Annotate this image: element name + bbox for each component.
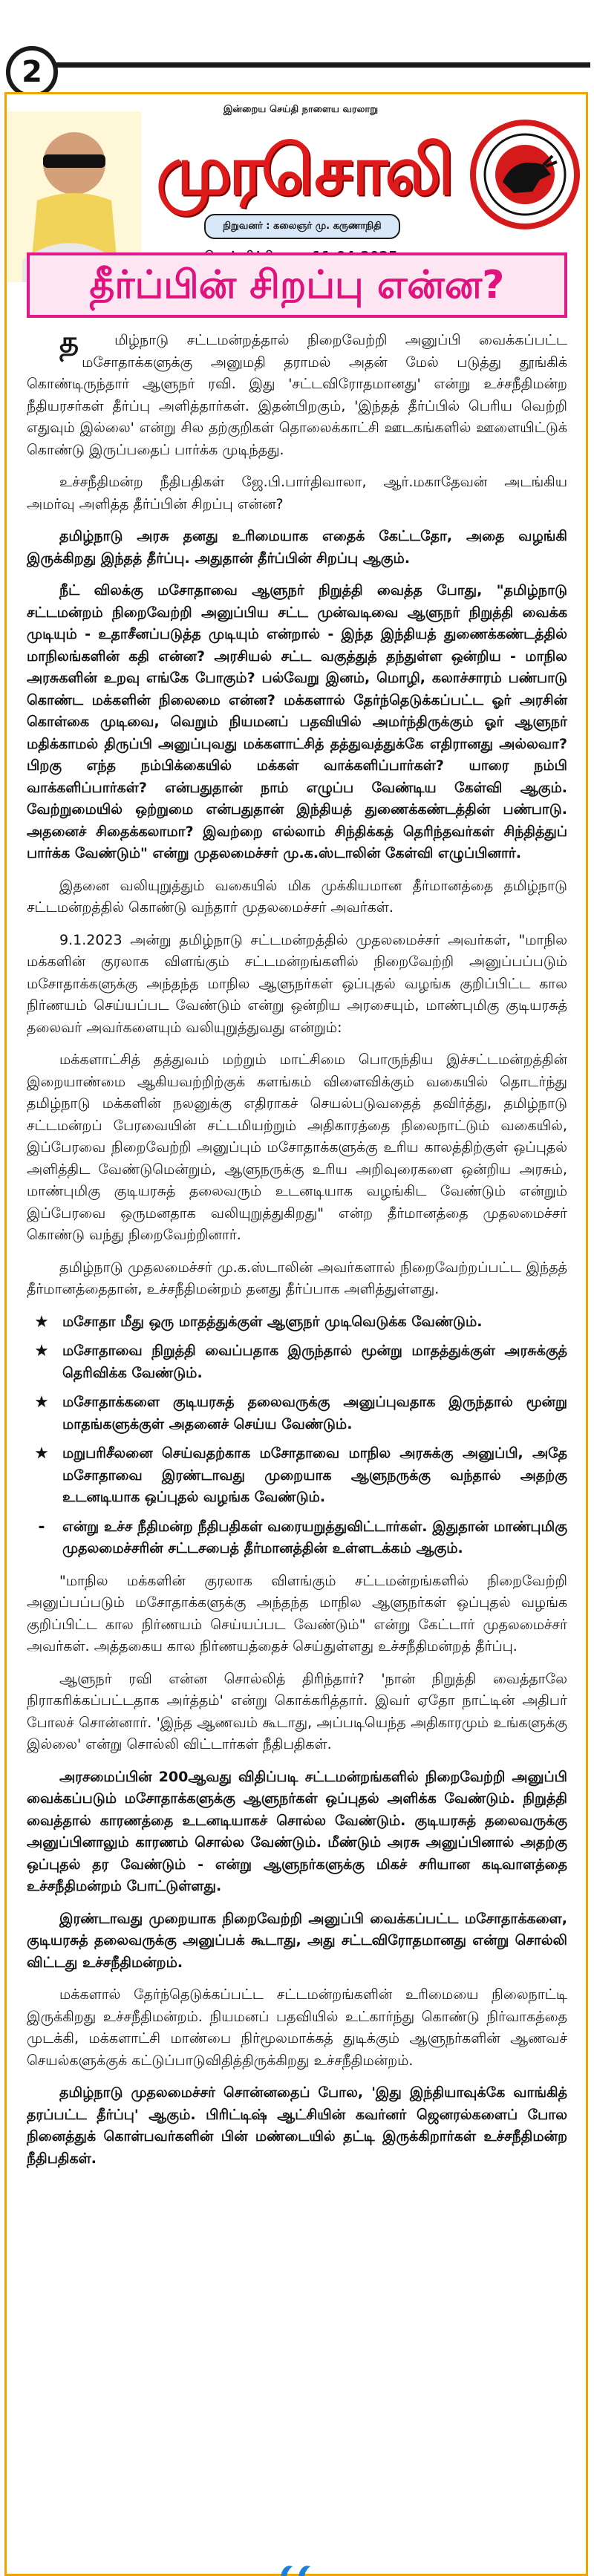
list-item: ★ மசோதாவை நிறுத்தி வைப்பதாக இருந்தால் மூன்று மாதத்துக்குள் அரசுக்குத் தெரிவிக்க வேண்டும். (27, 1340, 567, 1384)
article-paragraph: நீட் விலக்கு மசோதாவை ஆளுநர் நிறுத்தி வைத்த போது, "தமிழ்நாடு சட்டமன்றம் நிறைவேற்றி அனுப்பிய சட்ட முன்வடிவை ஆளுநர் நிறுத்தி வைக்க முடியும் - உதாசீனப்படுத்த முடியும் என்றால் - இந்த இந்தியத் துணைக்கண்டத்தில் மாநிலங்களின் கதி என்ன? அரசியல் சட்ட வகுத்துத் தந்துள்ள ஒன்றிய - மாநில அரசுகளின் உறவு எங்கே போகும்? பல்வேறு இனம், மொழி, கலாச்சாரம் பண்பாடு கொண்ட மக்களின் நிலைமை என்ன? மக்களால் தேர்ந்தெடுக்கப்பட்ட ஓர் அரசின் கொள்கை முடிவை, வெறும் நியமனப் பதவியில் அமர்ந்திருக்கும் ஓர் ஆளுநர் மதிக்காமல் திருப்பி அனுப்புவது மக்களாட்சித் தத்துவத்துக்கே எதிரானது அல்லவா? பிறகு எந்த நம்பிக்கையில் மக்கள் வாக்களிப்பார்கள்? யாரை நம்பி வாக்களிப்பார்கள்? என்பதுதான் நாம் எழுப்ப வேண்டிய கேள்வி ஆகும். வேற்றுமையில் ஒற்றுமை என்பதுதான் இந்தியத் துணைக்கண்டத்தின் பண்பாடு. அதனைச் சிதைக்கலாமா? இவற்றை எல்லாம் சிந்திக்கத் தெரிந்தவர்கள் சிந்தித்துப் பார்க்க வேண்டும்" என்று முதலமைச்சர் மு.க.ஸ்டாலின் கேள்வி எழுப்பினார். (27, 582, 567, 861)
article-paragraph: த மிழ்நாடு சட்டமன்றத்தால் நிறைவேற்றி அனுப்பி வைக்கப்பட்ட மசோதாக்களுக்கு அனுமதி தராமல் அதன் மேல் படுத்து தூங்கிக் கொண்டிருந்தார் ஆளுநர் ரவி. இது 'சட்டவிரோதமானது' என்று உச்சநீதிமன்ற நீதியரசர்கள் தீர்ப்பு அளித்தார்கள். இதன்பிறகும், 'இந்தத் தீர்ப்பில் பெரிய வெற்றி எதுவும் இல்லை' என்று சில தற்குறிகள் தொலைக்காட்சி ஊடகங்களில் ஊளையிட்டுக் கொண்டு இருப்பதைப் பார்க்க முடிந்தது. (27, 325, 567, 458)
page-header (0, 0, 594, 67)
masthead-title: முரசொலி (156, 131, 451, 210)
article-paragraph: உச்சநீதிமன்ற நீதிபதிகள் ஜே.பி.பார்திவாலா, ஆர்.மகாதேவன் அடங்கிய அமர்வு அளித்த தீர்ப்பின் சிறப்பு என்ன? (27, 474, 567, 512)
article-paragraph: இதனை வலியுறுத்தும் வகையில் மிக முக்கியமான தீர்மானத்தை தமிழ்நாடு சட்டமன்றத்தில் கொண்டு வந்தார் முதலமைச்சர் அவர்கள். (27, 877, 567, 916)
article-paragraph: மக்களால் தேர்ந்தெடுக்கப்பட்ட சட்டமன்றங்களின் உரிமையை நிலைநாட்டி இருக்கிறது உச்சநீதிமன்றம். நியமனப் பதவியில் உட்கார்ந்து கொண்டு நிர்வாகத்தை முடக்கி, மக்களாட்சி மாண்பை நிர்மூலமாக்கத் துடிக்கும் ஆளுநர்களின் ஆணவச் செயல்களுக்குக் கட்டுப்பாடுவிதித்திருக்கிறது உச்சநீதிமன்றம். (27, 1986, 567, 2069)
list-item: - என்று உச்ச நீதிமன்ற நீதிபதிகள் வரையறுத்துவிட்டார்கள். இதுதான் மாண்புமிகு முதலமைச்சரின் சட்டசபைத் தீர்மானத்தின் உள்ளடக்கம் ஆகும். (27, 1516, 567, 1560)
bullet-dash-icon: - (38, 1517, 45, 1536)
headline-box (27, 252, 567, 318)
article-paragraph: ஆளுநர் ரவி என்ன சொல்லித் திரிந்தார்? 'நான் நிறுத்தி வைத்தாலே நிராகரிக்கப்பட்டதாக அர்த்தம்' என்று கொக்கரித்தார். இவர் ஏதோ நாட்டின் அதிபர் போலச் சொன்னார். 'இந்த ஆணவம் கூடாது, அப்படியெந்த அதிகாரமும் உங்களுக்கு இல்லை' என்று சொல்லி விட்டார்கள் நீதிபதிகள். (27, 1670, 567, 1752)
article-paragraph: இரண்டாவது முறையாக நிறைவேற்றி அனுப்பி வைக்கப்பட்ட மசோதாக்களை, குடியரசுத் தலைவருக்கு அனுப்பக் கூடாது, அது சட்டவிரோதமானது என்று சொல்லி விட்டது உச்சநீதிமன்றம். (27, 1910, 567, 1971)
masthead-tagline: இன்றைய செய்தி நாளைய வரலாறு (223, 104, 379, 115)
bullet-list (27, 1311, 567, 1560)
article-paragraph: மக்களாட்சித் தத்துவம் மற்றும் மாட்சிமை பொருந்திய இச்சட்டமன்றத்தின் இறையாண்மை ஆகியவற்றிற்குக் களங்கம் விளைவிக்கும் வகையில் தொடர்ந்து தமிழ்நாடு மக்களின் நலனுக்கு எதிராகச் செயல்படுவதைத் தவிர்த்து, தமிழ்நாடு சட்டமன்றப் பேரவையின் சட்டமியற்றும் அதிகாரத்தை நிலைநாட்டும் வகையில், இப்பேரவை நிறைவேற்றி அனுப்பும் மசோதாக்களுக்கு உரிய காலத்திற்குள் ஒப்புதல் அளித்திட வேண்டுமென்றும், ஆளுநருக்கு உரிய அறிவுரைகளை ஒன்றிய அரசும், மாண்புமிகு குடியரசுத் தலைவரும் உடனடியாக வழங்கிட வேண்டும் என்றும் இப்பேரவை ஒருமனதாக வலியுறுத்துகிறது" என்ற தீர்மானத்தை முதலமைச்சர் கொண்டு வந்து நிறைவேற்றினார். (27, 1051, 567, 1243)
article-paragraph: "மாநில மக்களின் குரலாக விளங்கும் சட்டமன்றங்களில் நிறைவேற்றி அனுப்பப்படும் மசோதாக்களுக்கு அந்தந்த மாநில ஆளுநர்கள் ஒப்புதல் வழங்க குறிப்பிட்ட கால நிர்ணயம் செய்யப்பட வேண்டும்" என்று கேட்டார் முதலமைச்சர் அவர்கள். அத்தகைய கால நிர்ணயத்தைச் செய்துள்ளது உச்சநீதிமன்றத் தீர்ப்பு. (27, 1572, 567, 1654)
header-rule (52, 62, 590, 68)
dropcap: த (59, 325, 79, 359)
bullet-star-icon: ★ (34, 1393, 49, 1412)
article-paragraph: 9.1.2023 அன்று தமிழ்நாடு சட்டமன்றத்தில் முதலமைச்சர் அவர்கள், "மாநில மக்களின் குரலாக விளங்கும் சட்டமன்றங்களில் நிறைவேற்றி அனுப்பப்படும் மசோதாக்களுக்கு அந்தந்த மாநில ஆளுநர்கள் ஒப்புதல் வழங்க குறிப்பிட்ட கால நிர்ணயம் செய்யப்பட வேண்டும் என்று ஒன்றிய அரசையும், மாண்புமிகு குடியரசுத் தலைவர் அவர்களையும் வலியுறுத்துவது என்றும்: (27, 931, 567, 1036)
list-item: ★ மசோதா மீது ஒரு மாதத்துக்குள் ஆளுநர் முடிவெடுக்க வேண்டும். (27, 1311, 567, 1334)
continuation-mark-icon (276, 2560, 318, 2576)
list-item: ★ மசோதாக்களை குடியரசுத் தலைவருக்கு அனுப்புவதாக இருந்தால் மூன்று மாதங்களுக்குள் அதனைச் செய்ய வேண்டும். (27, 1392, 567, 1435)
headline: தீர்ப்பின் சிறப்பு என்ன? (89, 263, 505, 307)
bullet-star-icon: ★ (34, 1444, 49, 1463)
article-paragraph: அரசமைப்பின் 200ஆவது விதிப்படி சட்டமன்றங்களில் நிறைவேற்றி அனுப்பி வைக்கப்படும் மசோதாக்களுக்கு ஆளுநர்கள் ஒப்புதல் அளிக்க வேண்டும். நிறுத்தி வைத்தால் காரணத்தை உடனடியாகச் சொல்ல வேண்டும். குடியரசுத் தலைவருக்கு அனுப்பினாலும் காரணம் சொல்ல வேண்டும். மீண்டும் அரசு அனுப்பினால் அதற்கு ஒப்புதல் தர வேண்டும் - என்று ஆளுநர்களுக்கு மிகச் சரியான கடிவாளத்தை உச்சநீதிமன்றம் போட்டுள்ளது. (27, 1768, 567, 1894)
article-body (27, 325, 567, 2180)
dmk-seal-icon (469, 119, 581, 230)
list-item: ★ மறுபரிசீலனை செய்வதற்காக மசோதாவை மாநில அரசுக்கு அனுப்பி, அதே மசோதாவை இரண்டாவது முறையாக ஆளுநருக்கு வந்தால் அதற்கு உடனடியாக ஒப்புதல் வழங்க வேண்டும். (27, 1443, 567, 1509)
article-paragraph: தமிழ்நாடு அரசு தனது உரிமையாக எதைக் கேட்டதோ, அதை வழங்கி இருக்கிறது இந்தத் தீர்ப்பு. அதுதான் தீர்ப்பின் சிறப்பு ஆகும். (27, 528, 567, 567)
article-paragraph: தமிழ்நாடு முதலமைச்சர் மு.க.ஸ்டாலின் அவர்களால் நிறைவேற்றப்பட்ட இந்தத் தீர்மானத்தைதான், உச்சநீதிமன்றம் தனது தீர்ப்பாக அளித்துள்ளது. (27, 1259, 567, 1297)
masthead-founder: நிறுவனர் : கலைஞர் மு. கருணாநிதி (204, 214, 400, 239)
page-number-badge: 2 (6, 46, 58, 98)
bullet-star-icon: ★ (34, 1312, 49, 1331)
bullet-star-icon: ★ (34, 1342, 49, 1360)
article-paragraph: தமிழ்நாடு முதலமைச்சர் சொன்னதைப் போல, 'இது இந்தியாவுக்கே வாங்கித் தரப்பட்ட தீர்ப்பு' ஆகும். பிரிட்டிஷ் ஆட்சியின் கவர்னர் ஜெனரல்களைப் போல நினைத்துக் கொள்பவர்களின் பின் மண்டையில் தட்டி இருக்கிறார்கள் உச்சநீதிமன்ற நீதிபதிகள். (27, 2084, 567, 2167)
